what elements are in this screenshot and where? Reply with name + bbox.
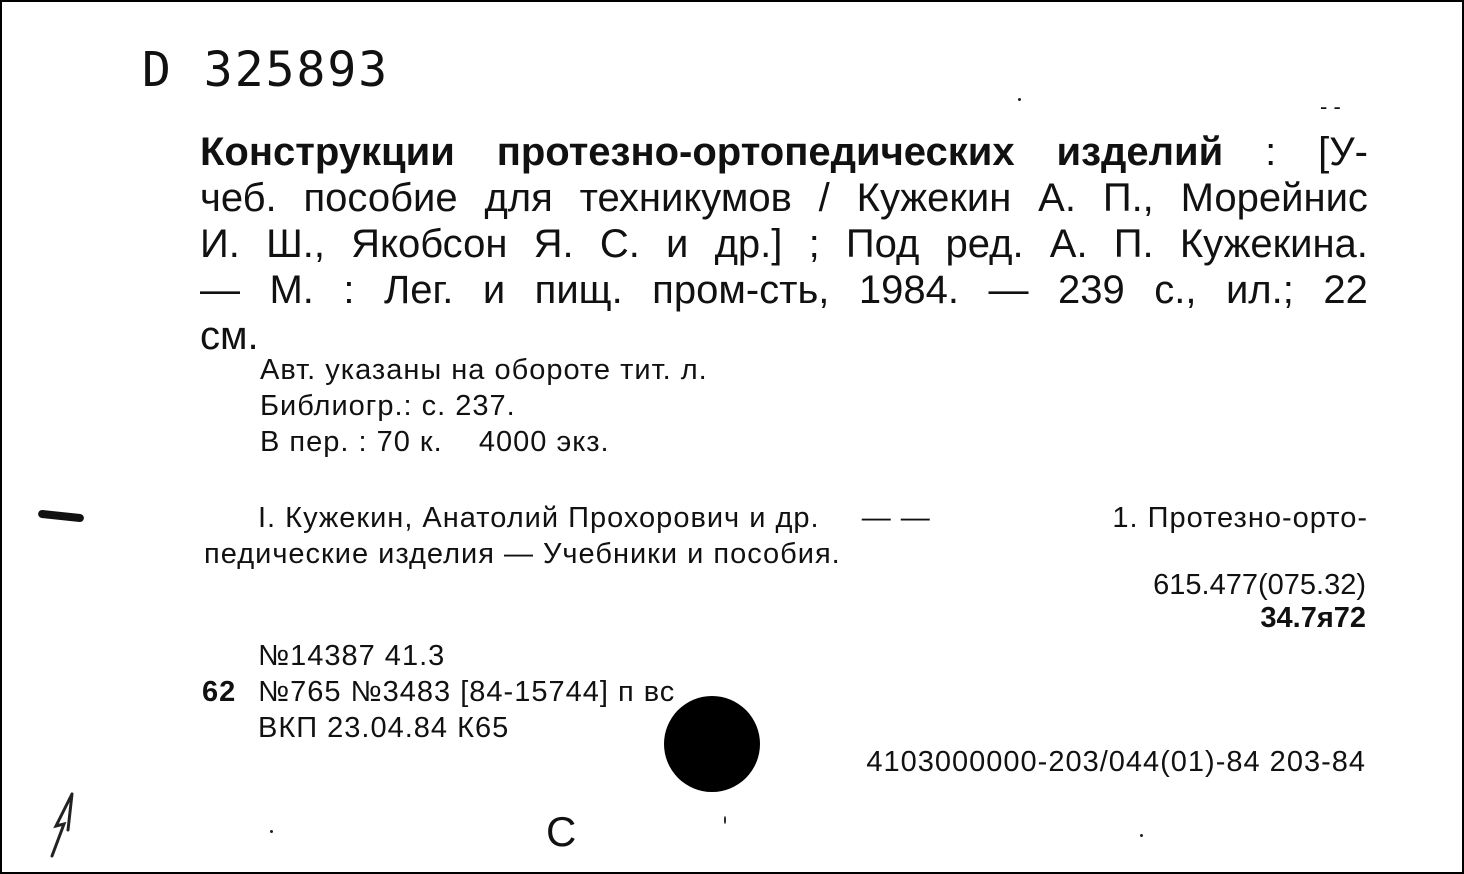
title-word: 1984. xyxy=(858,268,960,312)
title-word: П. xyxy=(1113,222,1154,266)
title-word: и xyxy=(482,268,506,312)
title-word: — xyxy=(200,268,240,312)
accession-line-2 xyxy=(202,674,675,710)
title-word: П., xyxy=(1102,176,1154,220)
ink-underline-mark xyxy=(38,510,85,523)
added-entry-text: I. Кужекин, Анатолий Прохорович и др. xyxy=(258,502,820,534)
accession-line-1: №14387 41.3 xyxy=(258,640,446,672)
accession-line-3: ВКП 23.04.84 К65 xyxy=(258,712,510,744)
title-word: с., xyxy=(1154,268,1197,312)
title-word: : xyxy=(1265,130,1277,174)
added-entry xyxy=(204,500,931,536)
title-word: Я. xyxy=(533,222,574,266)
punch-hole xyxy=(664,696,760,792)
catalog-code: D 325893 xyxy=(142,42,390,98)
title-word: Конструкции xyxy=(200,130,455,174)
accession-lead-number: 62 xyxy=(202,676,237,708)
tracings xyxy=(204,500,1368,572)
title-word: 239 xyxy=(1057,268,1125,312)
title-word: протезно-ортопедических xyxy=(496,130,1015,174)
title-word: С. xyxy=(599,222,640,266)
title-word: ил.; xyxy=(1225,268,1294,312)
title-word: чеб. xyxy=(200,176,277,220)
corner-mark: ‑ ‑ xyxy=(1320,94,1341,119)
title-word: Кужекин xyxy=(856,176,1012,220)
title-word: 22 xyxy=(1323,268,1368,312)
title-word: А. xyxy=(1038,176,1076,220)
title-line-3 xyxy=(200,222,1368,268)
title-word: Ш., xyxy=(266,222,325,266)
tracing-row-2: педические изделия — Учебники и пособия. xyxy=(204,538,841,570)
title-word: др.] xyxy=(714,222,783,266)
title-word: : xyxy=(343,268,355,312)
tracing-row-1 xyxy=(204,500,1368,536)
title-word: для xyxy=(484,176,553,220)
accession-block xyxy=(202,638,675,746)
note-bibliography: Библиогр.: с. 237. xyxy=(260,390,516,422)
title-word: М. xyxy=(269,268,314,312)
title-word: ред. xyxy=(945,222,1024,266)
title-word: техникумов xyxy=(579,176,792,220)
title-word: Лег. xyxy=(384,268,454,312)
bottom-letter: С xyxy=(546,808,577,855)
title-word: — xyxy=(988,268,1029,312)
speck xyxy=(1140,834,1143,837)
pencil-mark-icon xyxy=(42,790,82,865)
title-line-2 xyxy=(200,176,1368,222)
title-word: Под xyxy=(845,222,920,266)
title-word: пособие xyxy=(303,176,458,220)
notes xyxy=(260,352,708,460)
speck xyxy=(1018,98,1021,101)
udc-index: 615.477(075.32) xyxy=(1153,569,1366,601)
accession-line-2-text: №765 №3483 [84-15744] п вс xyxy=(258,676,676,708)
title-word: / xyxy=(818,176,830,220)
speck xyxy=(270,830,273,833)
title-word: Кужекина. xyxy=(1179,222,1368,266)
note-price: В пер. : 70 к. 4000 экз. xyxy=(260,426,610,458)
title-word: Морейнис xyxy=(1180,176,1368,220)
title-word: ; xyxy=(808,222,820,266)
title-word: и xyxy=(666,222,689,266)
title-word: Якобсон xyxy=(351,222,508,266)
title-block xyxy=(200,130,1368,360)
tracing-dashes: — — xyxy=(861,502,931,534)
classification-code: 4103000000-203/044(01)-84 203-84 xyxy=(866,746,1366,778)
subject-heading: 1. Протезно-орто- xyxy=(1112,502,1368,534)
note-authors: Авт. указаны на обороте тит. л. xyxy=(260,354,708,386)
bbk-index: 34.7я72 xyxy=(1260,602,1366,634)
title-word: [У- xyxy=(1318,130,1368,174)
title-word: пищ. xyxy=(534,268,623,312)
speck xyxy=(724,816,726,824)
title-line-4 xyxy=(200,268,1368,314)
title-word: И. xyxy=(200,222,240,266)
title-word: пром-сть, xyxy=(652,268,830,312)
title-line-1 xyxy=(200,130,1368,176)
title-word: А. xyxy=(1049,222,1088,266)
title-word: изделий xyxy=(1056,130,1224,174)
title-line-5: см. xyxy=(200,314,259,358)
